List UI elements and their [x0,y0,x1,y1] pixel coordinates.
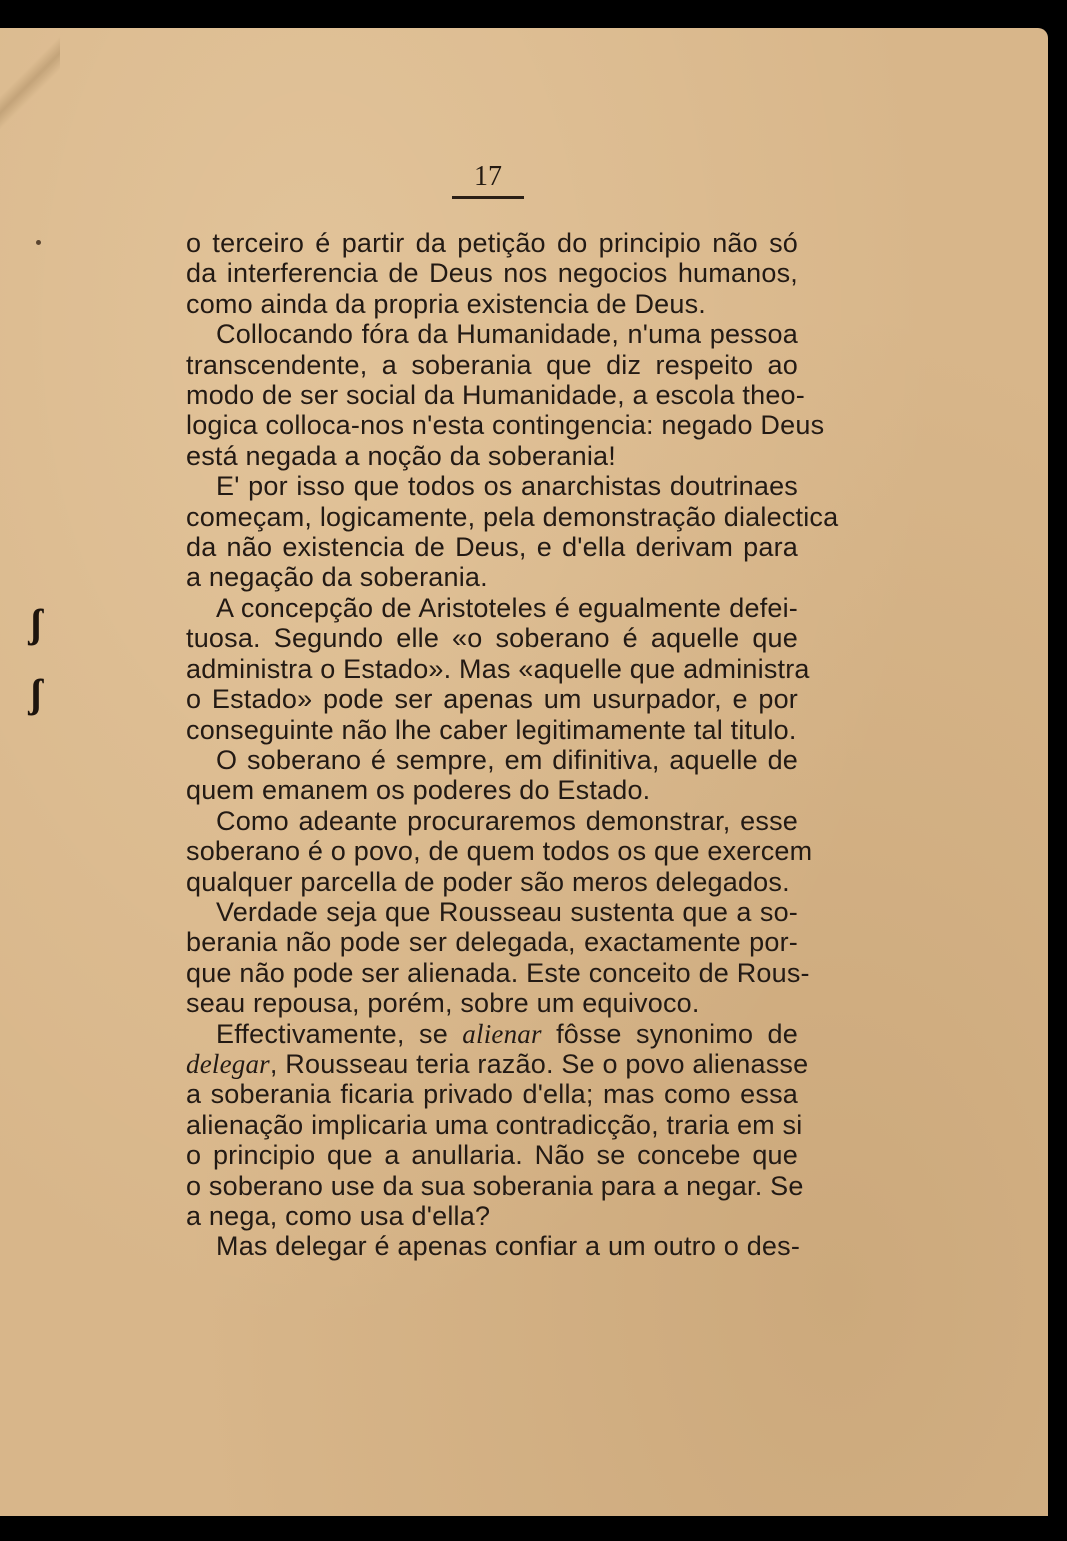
text-line: Mas delegar é apenas confiar a um outro o des- [216,1231,801,1262]
text-line: Verdade seja que Rousseau sustenta que a so- [216,896,798,927]
text-line: qualquer parcella de poder são meros delegados. [186,866,790,897]
paragraph [186,1018,809,1232]
text-line: O soberano é sempre, em difinitiva, aquelle de [216,744,798,775]
text-line: está negada a noção da soberania! [186,440,616,471]
text-line: começam, logicamente, pela demonstração dialectica [186,501,839,532]
margin-mark-top: ʃ [30,601,43,646]
paragraph [186,1231,801,1262]
text-line: a soberania ficaria privado d'ella; mas como essa [186,1079,798,1110]
text-line: soberano é o povo, de quem todos os que exercem [186,836,813,867]
paragraph [186,805,813,897]
text-line: que não pode ser alienada. Este conceito de Rous- [186,957,810,988]
text-line: A concepção de Aristoteles é egualmente defei- [216,592,798,623]
text-line: transcendente, a soberania que diz respeito ao [186,349,798,380]
text-line: da não existencia de Deus, e d'ella derivam para [186,532,798,563]
text-line: o principio que a anullaria. Não se concebe que [186,1140,798,1171]
text-line: delegar, Rousseau teria razão. Se o povo alienasse [186,1048,809,1079]
text-line: administra o Estado». Mas «aquelle que administra [186,653,810,684]
paragraph [186,471,839,593]
paragraph [186,745,798,806]
paragraph [186,592,810,745]
margin-mark-bottom: ʃ [30,671,43,716]
text-line: a negação da soberania. [186,562,488,593]
margin-speck [36,240,41,245]
text-line: berania não pode ser delegada, exactamente por- [186,927,798,958]
paragraph [186,228,798,319]
text-line: E' por isso que todos os anarchistas doutrinaes [216,471,798,502]
text-line: seau repousa, porém, sobre um equivoco. [186,988,700,1019]
text-line: o Estado» pode ser apenas um usurpador, e por [186,684,798,715]
text-line: quem emanem os poderes do Estado. [186,775,651,806]
paragraph [186,896,810,1019]
body-text [186,228,839,1262]
text-line: a nega, como usa d'ella? [186,1201,491,1231]
text-line: da interferencia de Deus nos negocios humanos, [186,258,798,289]
page-corner-fold [0,28,60,138]
text-line: Effectivamente, se alienar fôsse synonimo de [216,1018,798,1049]
text-line: alienação implicaria uma contradicção, traria em si [186,1109,803,1140]
text-line: modo de ser social da Humanidade, a escola theo- [186,380,805,411]
text-line: Como adeante procuraremos demonstrar, esse [216,805,798,836]
text-line: logica colloca-nos n'esta contingencia: negado Deus [186,410,825,441]
page-number: 17 [452,160,524,199]
text-line: tuosa. Segundo elle «o soberano é aquelle que [186,623,798,654]
text-line: conseguinte não lhe caber legitimamente tal titulo. [186,714,797,745]
text-line: como ainda da propria existencia de Deus. [186,288,707,319]
paragraph [186,319,825,471]
text-line: Collocando fóra da Humanidade, n'uma pessoa [216,319,798,350]
text-line: o terceiro é partir da petição do principio não só [186,228,798,258]
text-line: o soberano use da sua soberania para a negar. Se [186,1170,804,1201]
